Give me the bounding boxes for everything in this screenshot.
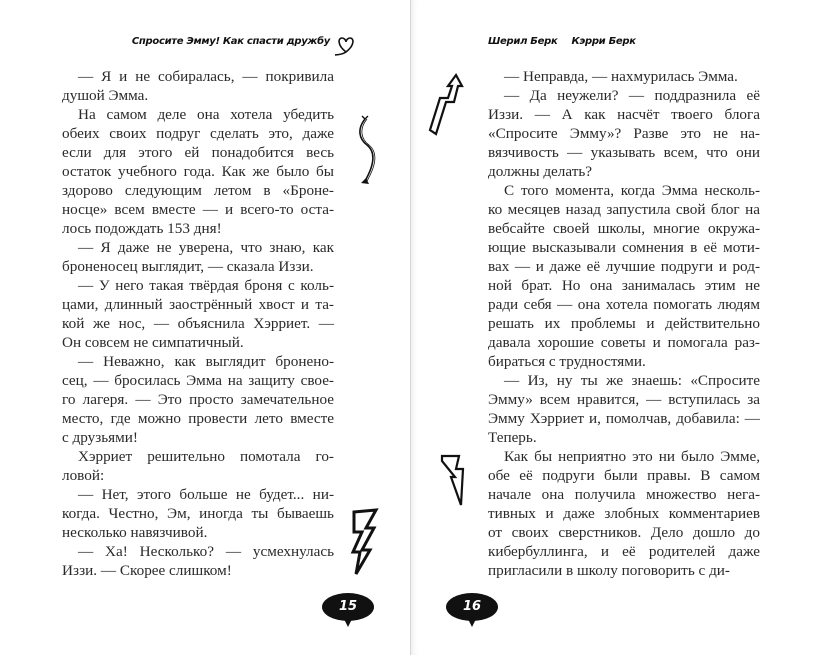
author-name: Кэрри Берк [571,36,636,47]
text-line: тивных и даже злобных комментариев [488,505,760,522]
text-line: должны делать? [488,163,593,180]
text-line: давала хорошие советы и помогала раз- [488,334,760,351]
right-page-text [488,67,760,580]
page-number: 15 [322,593,374,621]
text-line: Иззи. — А как насчёт твоего блога [488,106,760,123]
text-line: кибербуллинга, и её родителей даже [488,543,760,560]
text-line: бираться с трудностями. [488,353,646,370]
text-line: Эмму Хэрриет и, помолчав, добавила: — [488,410,760,427]
text-line: обеих своих подруг сделать это, даже [62,125,334,142]
text-line: С того момента, когда Эмма несколь- [504,182,760,199]
text-line: ной брат. Но она занималась этим не [488,277,760,294]
text-line: обе её подруги были правы. В самом [488,467,760,484]
text-line: — Ха! Несколько? — усмехнулась [78,543,334,560]
text-line: кой же нос, — объяснила Хэрриет. — [62,315,334,332]
squiggle-arrow-icon [355,115,385,190]
right-page [410,0,820,655]
text-line: здорово следующим летом в «Броне- [62,182,334,199]
text-line: остаток учебного года. Как же было бы [62,163,334,180]
text-line: Эмму» всем нравится, — вступилась за [488,391,760,408]
text-line: — Нет, этого больше не будет... ни- [78,486,334,503]
text-line: ловой: [62,467,105,484]
text-line: На самом деле она хотела убедить [78,106,334,123]
text-line: — У него такая твёрдая броня с коль- [78,277,334,294]
text-line: место, где можно провести лето вместе [62,410,334,427]
text-line: Теперь. [488,429,537,446]
running-head: Спросите Эмму! Как спасти дружбу [131,36,330,47]
text-line: начале она получила множество нега- [488,486,760,503]
text-line: душой Эмма. [62,87,149,104]
text-line: пригласили в школу поговорить с ди- [488,562,730,579]
text-line: ко месяцев назад запустила свой блог на [488,201,760,218]
text-line: Как бы неприятно это ни было Эмме, [504,448,760,465]
text-line: вязчивость — указывать всем, что они [488,144,760,161]
text-line: когда. Честно, Эм, иногда ты бываешь [62,505,334,522]
text-line: лось подождать 153 дня! [62,220,222,237]
text-line: решать их проблемы и действительно [488,315,760,332]
text-line: если для этого ей понадобится весь [62,144,334,161]
text-line: — Я даже не уверена, что знаю, как [78,239,334,256]
page-number: 16 [446,593,498,621]
running-head-authors [488,36,650,47]
lightning-bolt-icon [350,508,380,576]
text-line: вебсайте своей школы, многие окружа- [488,220,760,237]
text-line: с друзьями! [62,429,138,446]
text-line: «Спросите Эмму»? Разве это не на- [488,125,760,142]
text-line: от своих сверстников. Дело дошло до [488,524,760,541]
text-line: го лагеря. — Это просто замечательное [62,391,334,408]
text-line: — Да неужели? — поддразнила её [504,87,760,104]
text-line: несколько навязчивой. [62,524,208,541]
text-line: — Неважно, как выглядит броненo- [78,353,334,370]
text-line: вах — и даже её лучшие подруги и род- [488,258,760,275]
lightning-bolt-icon [439,453,469,509]
author-name: Шерил Берк [488,36,558,47]
text-line: цами, длинный заострённый хвост и та- [62,296,334,313]
left-page-text [62,67,334,580]
text-line: носце» всем вместе — и всего-то оста- [62,201,334,218]
text-line: Иззи. — Скорее слишком! [62,562,232,579]
text-line: — Я и не собиралась, — покривила [78,68,334,85]
text-line: Хэрриет решительно помотала го- [78,448,334,465]
text-line: — Из, ну ты же знаешь: «Спросите [504,372,760,389]
zigzag-arrow-icon [426,72,464,138]
text-line: сец, — бросилась Эмма на защиту свое- [62,372,334,389]
text-line: Он совсем не симпатичный. [62,334,244,351]
text-line: ющие высказывали сомнения в её моти- [488,239,760,256]
text-line: — Неправда, — нахмурилась Эмма. [504,68,738,85]
text-line: ради себя — она хотела помогать людям [488,296,760,313]
text-line: броненосец выглядит, — сказала Иззи. [62,258,314,275]
heart-icon [335,34,357,56]
